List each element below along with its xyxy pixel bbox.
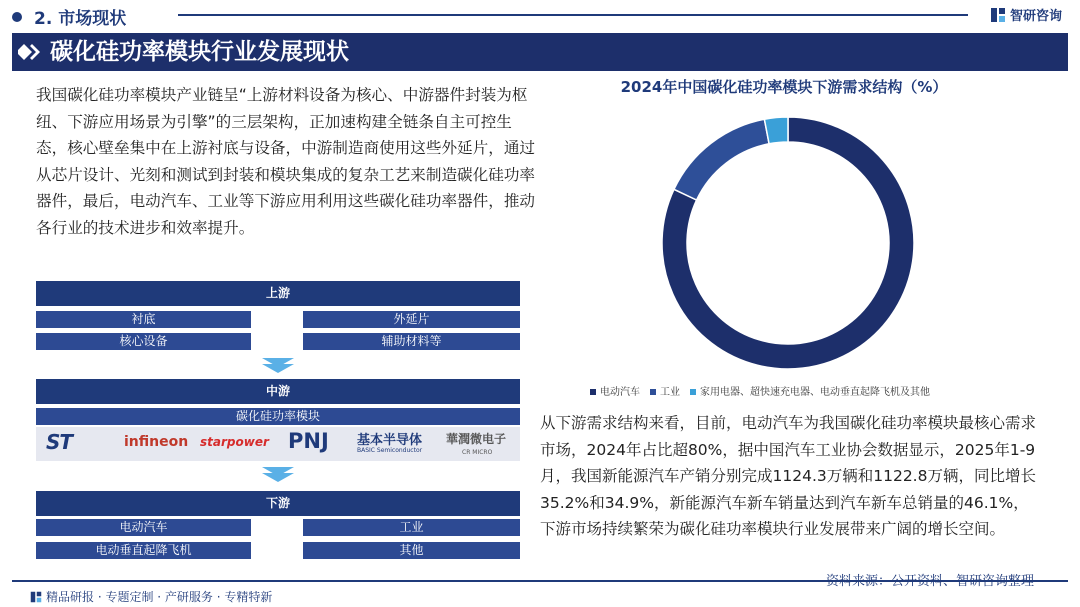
footer-divider	[12, 580, 1068, 582]
donut-slice-3	[764, 117, 788, 144]
diamond-icon	[18, 42, 42, 62]
analysis-paragraph: 从下游需求结构来看，目前，电动汽车为我国碳化硅功率模块最核心需求市场，2024年占比超80%，据中国汽车工业协会数据显示，2025年1-9月，我国新能源汽车产销分别完成1124.3万辆和1122.8万辆，同比增长35.2%和34.9%，新能源汽车新车销量达到汽车新车总销量的46.1%，下游市场持续繁荣为碳化硅功率模块行业发展带来广阔的增长空间。	[540, 414, 1037, 538]
donut-slice-2	[674, 119, 769, 200]
upstream-item: 辅助材料等	[303, 333, 520, 350]
upstream-header: 上游	[36, 281, 520, 306]
legend-label: 家用电器、超快速充电器、电动垂直起降飞机及其他	[700, 387, 930, 398]
flow-arrow-down	[262, 364, 294, 373]
st-logo: ST	[46, 430, 73, 454]
upstream-item: 衬底	[36, 311, 251, 328]
section-title: 2. 市场现状	[34, 9, 127, 29]
upstream-item: 核心设备	[36, 333, 251, 350]
legend-swatch	[590, 389, 596, 395]
brand-logo	[990, 5, 1062, 24]
flow-arrow-down	[262, 473, 294, 482]
cr-micro-logo: 華潤微电子	[446, 432, 507, 446]
chart-title: 2024年中国碳化硅功率模块下游需求结构（%）	[620, 78, 948, 96]
header-divider	[178, 14, 968, 16]
legend-swatch	[690, 389, 696, 395]
starpower-logo: starpower	[200, 435, 269, 449]
downstream-item: 其他	[303, 542, 520, 559]
legend-item	[590, 383, 640, 398]
basic-semiconductor-subtitle: BASIC Semiconductor	[357, 447, 423, 454]
legend-item	[690, 383, 930, 398]
donut-chart	[660, 115, 916, 371]
chart-legend	[590, 383, 930, 398]
brand-icon	[30, 591, 42, 603]
intro-paragraph: 我国碳化硅功率模块产业链呈“上游材料设备为核心、中游器件封装为枢纽、下游应用场景为引擎”的三层架构，正加速构建全链条自主可控生态，核心壁垒集中在上游衬底与设备，中游制造商使用这些外延片，通过从芯片设计、光刻和测试到封装和模块集成的复杂工艺来制造碳化硅功率器件，最后，电动汽车、工业等下游应用利用这些碳化硅功率器件，推动各行业的技术进步和效率提升。	[36, 86, 536, 237]
downstream-item: 电动汽车	[36, 519, 251, 536]
legend-swatch	[650, 389, 656, 395]
legend-label: 工业	[660, 387, 680, 398]
footer-tagline-text: 精品研报 · 专题定制 · 产研服务 · 专精特新	[46, 590, 273, 604]
page-title: 碳化硅功率模块行业发展现状	[50, 39, 349, 65]
basic-semiconductor-logo: 基本半导体	[357, 433, 423, 448]
brand-name: 智研咨询	[1010, 9, 1063, 24]
downstream-item: 电动垂直起降飞机	[36, 542, 251, 559]
midstream-module: 碳化硅功率模块	[36, 408, 520, 425]
midstream-header: 中游	[36, 379, 520, 404]
cr-micro-subtitle: CR MICRO	[462, 449, 493, 456]
pnj-logo: PNJ	[288, 429, 329, 453]
legend-label: 电动汽车	[600, 387, 640, 398]
upstream-item: 外延片	[303, 311, 520, 328]
infineon-logo: infineon	[124, 434, 189, 450]
legend-item	[650, 383, 680, 398]
downstream-item: 工业	[303, 519, 520, 536]
downstream-header: 下游	[36, 491, 520, 516]
section-bullet	[12, 12, 22, 22]
footer-tagline	[30, 588, 272, 605]
brand-icon	[990, 7, 1006, 23]
